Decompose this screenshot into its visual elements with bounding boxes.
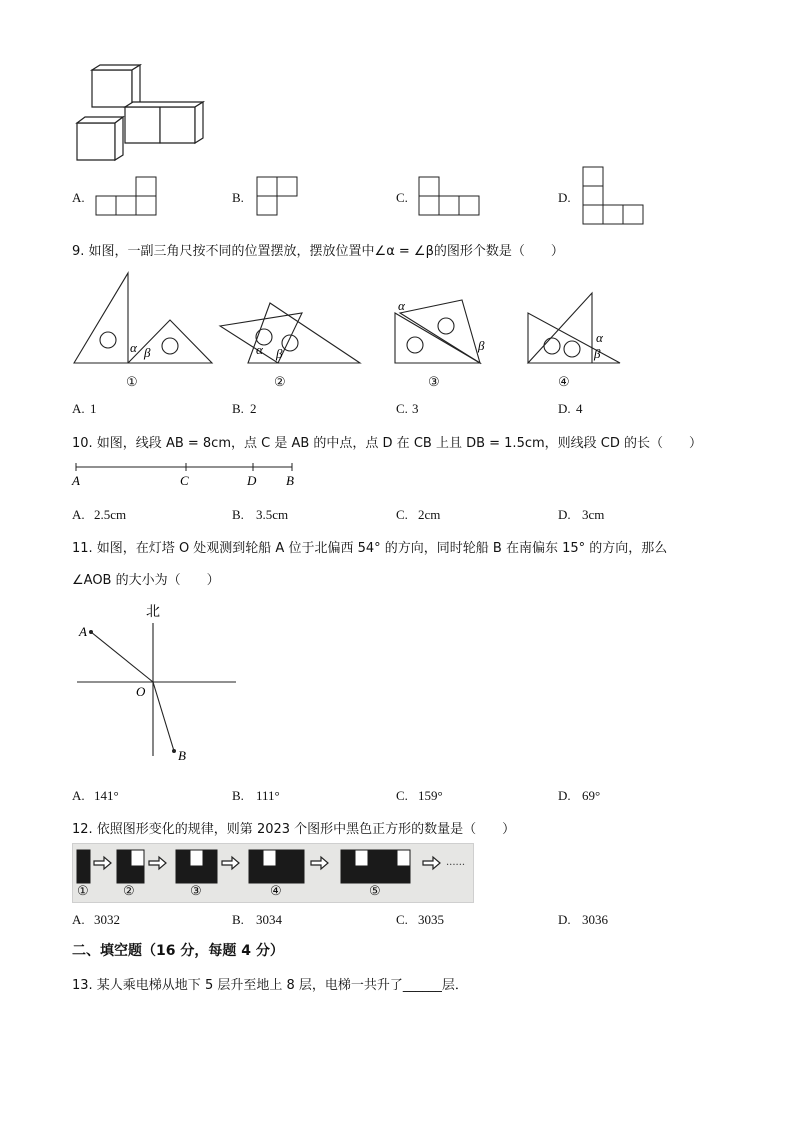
q11-option-b-value: 111° xyxy=(256,788,280,803)
question-11-line2: ∠AOB 的大小为（ ） xyxy=(72,573,220,588)
question-10-text: 10. 如图，线段 AB = 8cm，点 C 是 AB 的中点，点 D 在 CB 上且 DB = 1.5cm，则线段 CD 的长（ ） xyxy=(72,436,702,451)
option-a-letter: A. xyxy=(72,190,85,205)
option-b-figure xyxy=(256,176,300,216)
q12-option-c-value: 3035 xyxy=(418,912,444,927)
q10-option-d-value: 3cm xyxy=(582,507,605,522)
q10-option-c-letter: C. xyxy=(396,507,408,522)
label-b: B xyxy=(178,748,186,763)
q12-option-d-letter: D. xyxy=(558,912,571,927)
q9-option-d-letter: D. xyxy=(558,401,571,416)
q11-option-a-letter: A. xyxy=(72,788,85,803)
q12-option-d-value: 3036 xyxy=(582,912,608,927)
q11-option-d-letter: D. xyxy=(558,788,571,803)
question-11-line1: 11. 如图，在灯塔 O 处观测到轮船 A 位于北偏西 54° 的方向，同时轮船 B 在南偏东 15° 的方向，那么 xyxy=(72,541,668,556)
fig-label-3: ③ xyxy=(428,374,440,389)
question-9-text: 9. 如图，一副三角尺按不同的位置摆放，摆放位置中∠α = ∠β的图形个数是（ ） xyxy=(72,244,564,259)
svg-text:β: β xyxy=(594,346,601,361)
fig-label-4: ④ xyxy=(558,374,570,389)
q12-option-a-value: 3032 xyxy=(94,912,120,927)
q11-option-a-value: 141° xyxy=(94,788,119,803)
q12-option-a-letter: A. xyxy=(72,912,85,927)
pattern-label-2: ② xyxy=(123,884,135,899)
q11-option-c-value: 159° xyxy=(418,788,443,803)
q9-option-a-letter: A. xyxy=(72,401,85,416)
q10-segment-figure xyxy=(72,460,302,490)
label-o: O xyxy=(136,684,146,699)
q11-option-d-value: 69° xyxy=(582,788,601,803)
pattern-label-5: ⑤ xyxy=(369,884,381,899)
svg-text:α: α xyxy=(398,298,405,313)
q10-option-c-value: 2cm xyxy=(418,507,441,522)
q9-triangle-figures xyxy=(70,268,630,398)
q10-option-d-letter: D. xyxy=(558,507,571,522)
q11-option-b-letter: B. xyxy=(232,788,244,803)
q10-option-b-value: 3.5cm xyxy=(256,507,289,522)
north-label: 北 xyxy=(146,604,160,620)
q11-compass-figure xyxy=(74,598,244,768)
svg-text:......: ...... xyxy=(446,857,466,868)
fig-label-1: ① xyxy=(126,374,138,389)
alpha-label: α xyxy=(130,340,137,355)
q9-option-c-value: 3 xyxy=(412,401,419,416)
q11-option-c-letter: C. xyxy=(396,788,408,803)
q10-option-a-letter: A. xyxy=(72,507,85,522)
option-d-letter: D. xyxy=(558,190,571,205)
point-c-label: C xyxy=(180,473,189,488)
svg-text:β: β xyxy=(478,338,485,353)
svg-text:β: β xyxy=(276,346,283,361)
q12-option-b-letter: B. xyxy=(232,912,244,927)
q9-option-d-value: 4 xyxy=(576,401,583,416)
point-a-label: A xyxy=(72,473,80,488)
pattern-label-1: ① xyxy=(77,884,89,899)
point-d-label: D xyxy=(247,473,257,488)
q12-option-b-value: 3034 xyxy=(256,912,282,927)
q9-option-b-value: 2 xyxy=(250,401,257,416)
option-c-letter: C. xyxy=(396,190,408,205)
q9-option-b-letter: B. xyxy=(232,401,244,416)
option-a-figure xyxy=(96,176,158,216)
svg-text:α: α xyxy=(596,330,603,345)
question-12-text: 12. 依照图形变化的规律，则第 2023 个图形中黑色正方形的数量是（ ） xyxy=(72,822,516,837)
q12-pattern-photo xyxy=(72,843,474,903)
fig-label-2: ② xyxy=(274,374,286,389)
q10-option-b-letter: B. xyxy=(232,507,244,522)
beta-label: β xyxy=(144,345,151,360)
cube-solid-figure xyxy=(70,65,210,165)
q9-option-a-value: 1 xyxy=(90,401,97,416)
q9-option-c-letter: C. xyxy=(396,401,408,416)
option-c-figure xyxy=(418,176,480,216)
option-b-letter: B. xyxy=(232,190,244,205)
q12-option-c-letter: C. xyxy=(396,912,408,927)
section-2-heading: 二、填空题（16 分，每题 4 分） xyxy=(72,943,284,959)
question-13-text: 13. 某人乘电梯从地下 5 层升至地上 8 层，电梯一共升了______层． xyxy=(72,978,468,993)
label-a: A xyxy=(79,624,87,639)
point-b-label: B xyxy=(286,473,294,488)
pattern-label-4: ④ xyxy=(270,884,282,899)
svg-text:α: α xyxy=(256,342,263,357)
q10-option-a-value: 2.5cm xyxy=(94,507,127,522)
option-d-figure xyxy=(582,166,644,226)
pattern-label-3: ③ xyxy=(190,884,202,899)
